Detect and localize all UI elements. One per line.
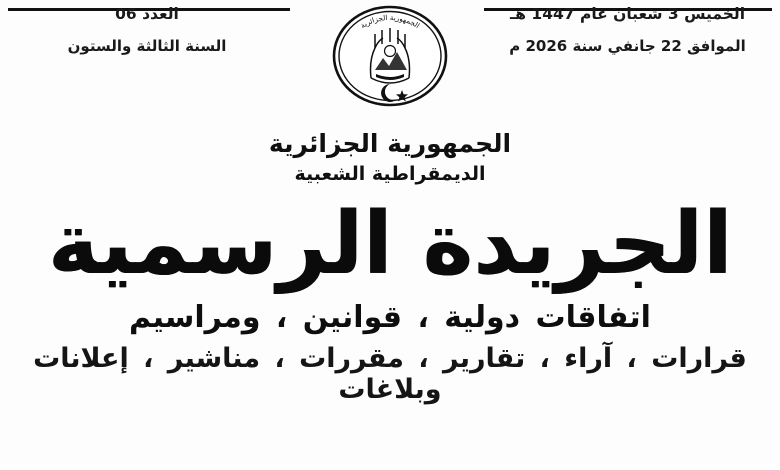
republic-line-1: الجمهورية الجزائرية (268, 129, 512, 158)
svg-text:الجمهورية الجزائرية: الجمهورية الجزائرية (358, 12, 422, 31)
journal-main-title: الجريدة الرسمية (47, 194, 733, 295)
hijri-date: الخميس 3 شعبان عام 1447 هـ (509, 5, 746, 23)
issue-number: العدد 06 (115, 5, 179, 23)
journal-subtitle-2: قرارات ، آراء ، تقارير ، مقررات ، مناشير ، إعلانات وبلاغات (33, 342, 747, 405)
masthead (0, 0, 780, 112)
masthead-date-block (485, 2, 770, 58)
journal-subtitle-1: اتفاقات دولية ، قوانين ، ومراسيم (129, 299, 651, 335)
gregorian-date: الموافق 22 جانفي سنة 2026 م (509, 37, 746, 56)
masthead-issue-block (22, 2, 272, 58)
page-bottom-edge (0, 464, 780, 470)
national-emblem-icon (331, 4, 449, 108)
title-block (0, 128, 780, 405)
volume-year: السنة الثالثة والستون (67, 37, 227, 56)
republic-line-2: الديمقراطية الشعبية (294, 163, 486, 186)
